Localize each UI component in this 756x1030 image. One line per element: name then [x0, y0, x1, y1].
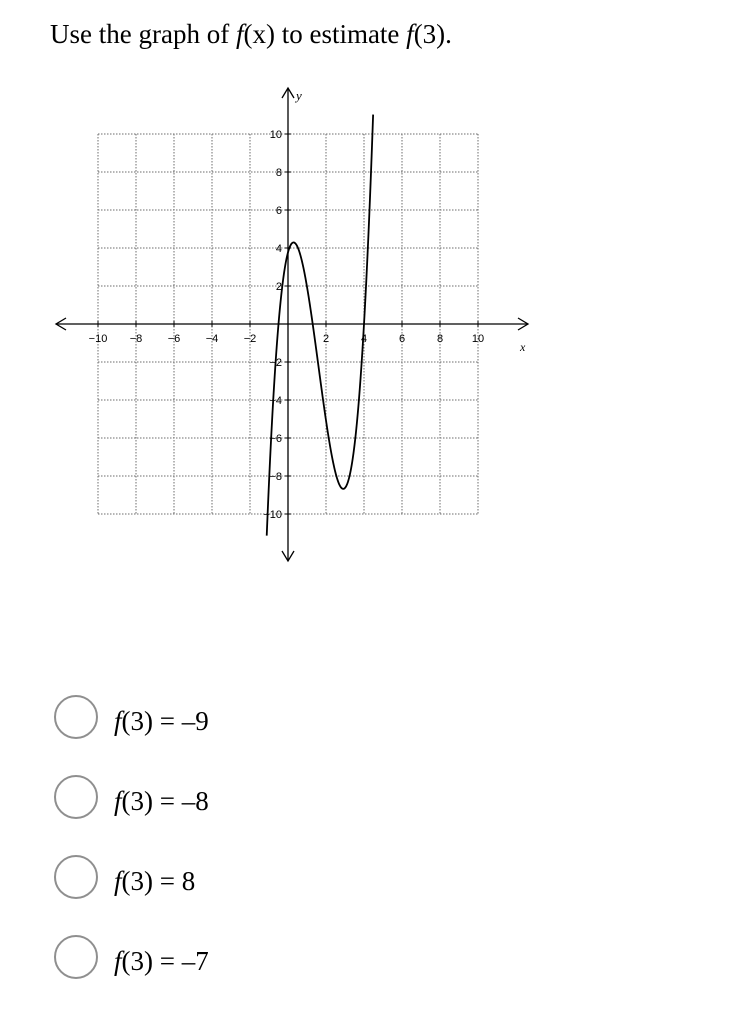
y-tick-label: −10 [263, 509, 282, 521]
x-tick-label: 6 [398, 333, 406, 345]
question-middle: to estimate [274, 19, 407, 49]
choice-label [114, 863, 195, 899]
x-tick-label: −6 [167, 333, 181, 345]
x-tick-label: −10 [88, 333, 108, 345]
choice-option-2[interactable] [54, 775, 209, 855]
choice-func-name: f [114, 786, 122, 816]
radio-button[interactable] [54, 855, 98, 899]
question-prefix: Use the graph of [50, 19, 236, 49]
x-tick-label: −8 [129, 333, 143, 345]
x-tick-label: 4 [360, 333, 368, 345]
x-tick-label: 8 [436, 333, 444, 345]
choice-func-name: f [114, 946, 122, 976]
y-tick-label: −8 [269, 471, 282, 483]
x-axis-label: x [520, 340, 526, 354]
choice-value: (3) = 8 [121, 866, 196, 896]
function-graph [50, 84, 540, 564]
question-text [50, 14, 452, 54]
y-tick-label: 10 [269, 129, 282, 141]
axes [56, 88, 528, 561]
y-tick-label: −4 [269, 395, 282, 407]
choice-label [114, 703, 209, 739]
choice-option-1[interactable] [54, 695, 209, 775]
choice-value: (3) = –8 [121, 786, 209, 816]
axis-ticks [89, 129, 484, 521]
choice-option-4[interactable] [54, 935, 209, 1015]
question-target-name: f [406, 19, 414, 49]
choice-label [114, 783, 209, 819]
question-target-arg: (3). [413, 19, 452, 49]
y-tick-label: 6 [275, 205, 282, 217]
answer-choices [54, 695, 209, 1015]
radio-button[interactable] [54, 695, 98, 739]
x-tick-label: −4 [205, 333, 219, 345]
choice-value: (3) = –7 [121, 946, 209, 976]
y-tick-label: −2 [269, 357, 282, 369]
y-tick-label: 2 [275, 281, 282, 293]
choice-func-name: f [114, 706, 122, 736]
radio-button[interactable] [54, 775, 98, 819]
choice-value: (3) = –9 [121, 706, 209, 736]
choice-func-name: f [114, 866, 122, 896]
y-tick-label: −6 [269, 433, 282, 445]
function-curve [267, 115, 373, 536]
x-tick-label: 2 [322, 333, 330, 345]
y-tick-label: 8 [275, 167, 282, 179]
x-tick-label: −2 [243, 333, 257, 345]
question-func-arg: (x) [243, 19, 275, 49]
y-tick-label: 4 [275, 243, 282, 255]
y-axis-label: y [296, 88, 302, 103]
question-func-name: f [235, 19, 244, 49]
choice-option-3[interactable] [54, 855, 209, 935]
radio-button[interactable] [54, 935, 98, 979]
x-tick-label: 10 [471, 333, 485, 345]
choice-label [114, 943, 209, 979]
